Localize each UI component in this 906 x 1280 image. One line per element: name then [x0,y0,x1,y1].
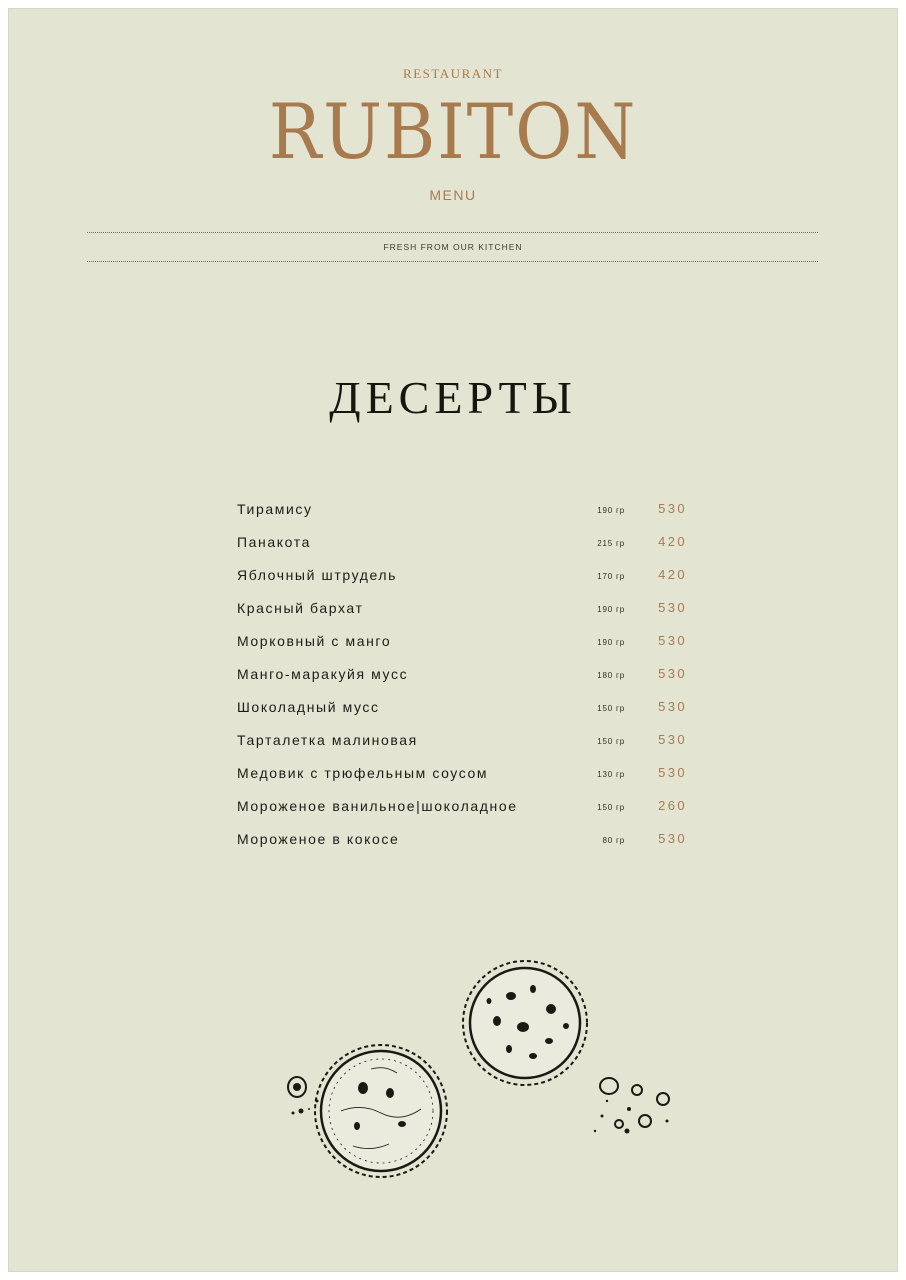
item-weight: 190 гр [597,605,625,614]
item-name: Яблочный штрудель [237,567,398,583]
menu-page [8,8,898,1272]
item-weight: 180 гр [597,671,625,680]
crumbs-right [594,1078,669,1134]
item-name: Мороженое ванильное|шоколадное [237,798,518,814]
tagline: FRESH FROM OUR KITCHEN [383,242,523,252]
menu-item [237,532,687,565]
item-name: Шоколадный мусс [237,699,380,715]
item-price: 530 [658,765,687,780]
menu-item [237,763,687,796]
item-price: 530 [658,501,687,516]
dessert-list [237,499,687,862]
item-weight: 150 гр [597,737,625,746]
menu-item [237,598,687,631]
section-title: ДЕСЕРТЫ [329,372,577,423]
menu-item [237,664,687,697]
item-name: Морковный с манго [237,633,392,649]
item-price: 420 [658,534,687,549]
tart-illustration [315,1045,447,1177]
item-weight: 80 гр [602,836,625,845]
restaurant-label: RESTAURANT [403,66,503,81]
menu-item [237,697,687,730]
item-price: 260 [658,798,687,813]
item-name: Мороженое в кокосе [237,831,400,847]
divider-bottom [87,261,818,262]
dessert-illustration [271,951,681,1191]
menu-item [237,565,687,598]
item-name: Панакота [237,534,311,550]
item-weight: 150 гр [597,704,625,713]
item-name: Красный бархат [237,600,364,616]
item-weight: 170 гр [597,572,625,581]
item-price: 530 [658,600,687,615]
item-weight: 150 гр [597,803,625,812]
item-price: 530 [658,699,687,714]
item-name: Тарталетка малиновая [237,732,418,748]
item-price: 420 [658,567,687,582]
item-weight: 215 гр [597,539,625,548]
menu-item [237,499,687,532]
item-name: Тирамису [237,501,313,517]
item-weight: 190 гр [597,506,625,515]
item-name: Медовик с трюфельным соусом [237,765,489,781]
item-weight: 130 гр [597,770,625,779]
item-price: 530 [658,666,687,681]
brand-logo: RUBITON [268,87,638,176]
menu-item [237,829,687,862]
item-price: 530 [658,633,687,648]
divider-top [87,232,818,233]
item-price: 530 [658,831,687,846]
menu-label: MENU [429,187,477,203]
cookie-tartlet-illustration [463,961,587,1085]
menu-item [237,631,687,664]
crumbs-left [288,1077,319,1115]
menu-item [237,796,687,829]
item-price: 530 [658,732,687,747]
item-weight: 190 гр [597,638,625,647]
menu-item [237,730,687,763]
item-name: Манго-маракуйя мусс [237,666,409,682]
